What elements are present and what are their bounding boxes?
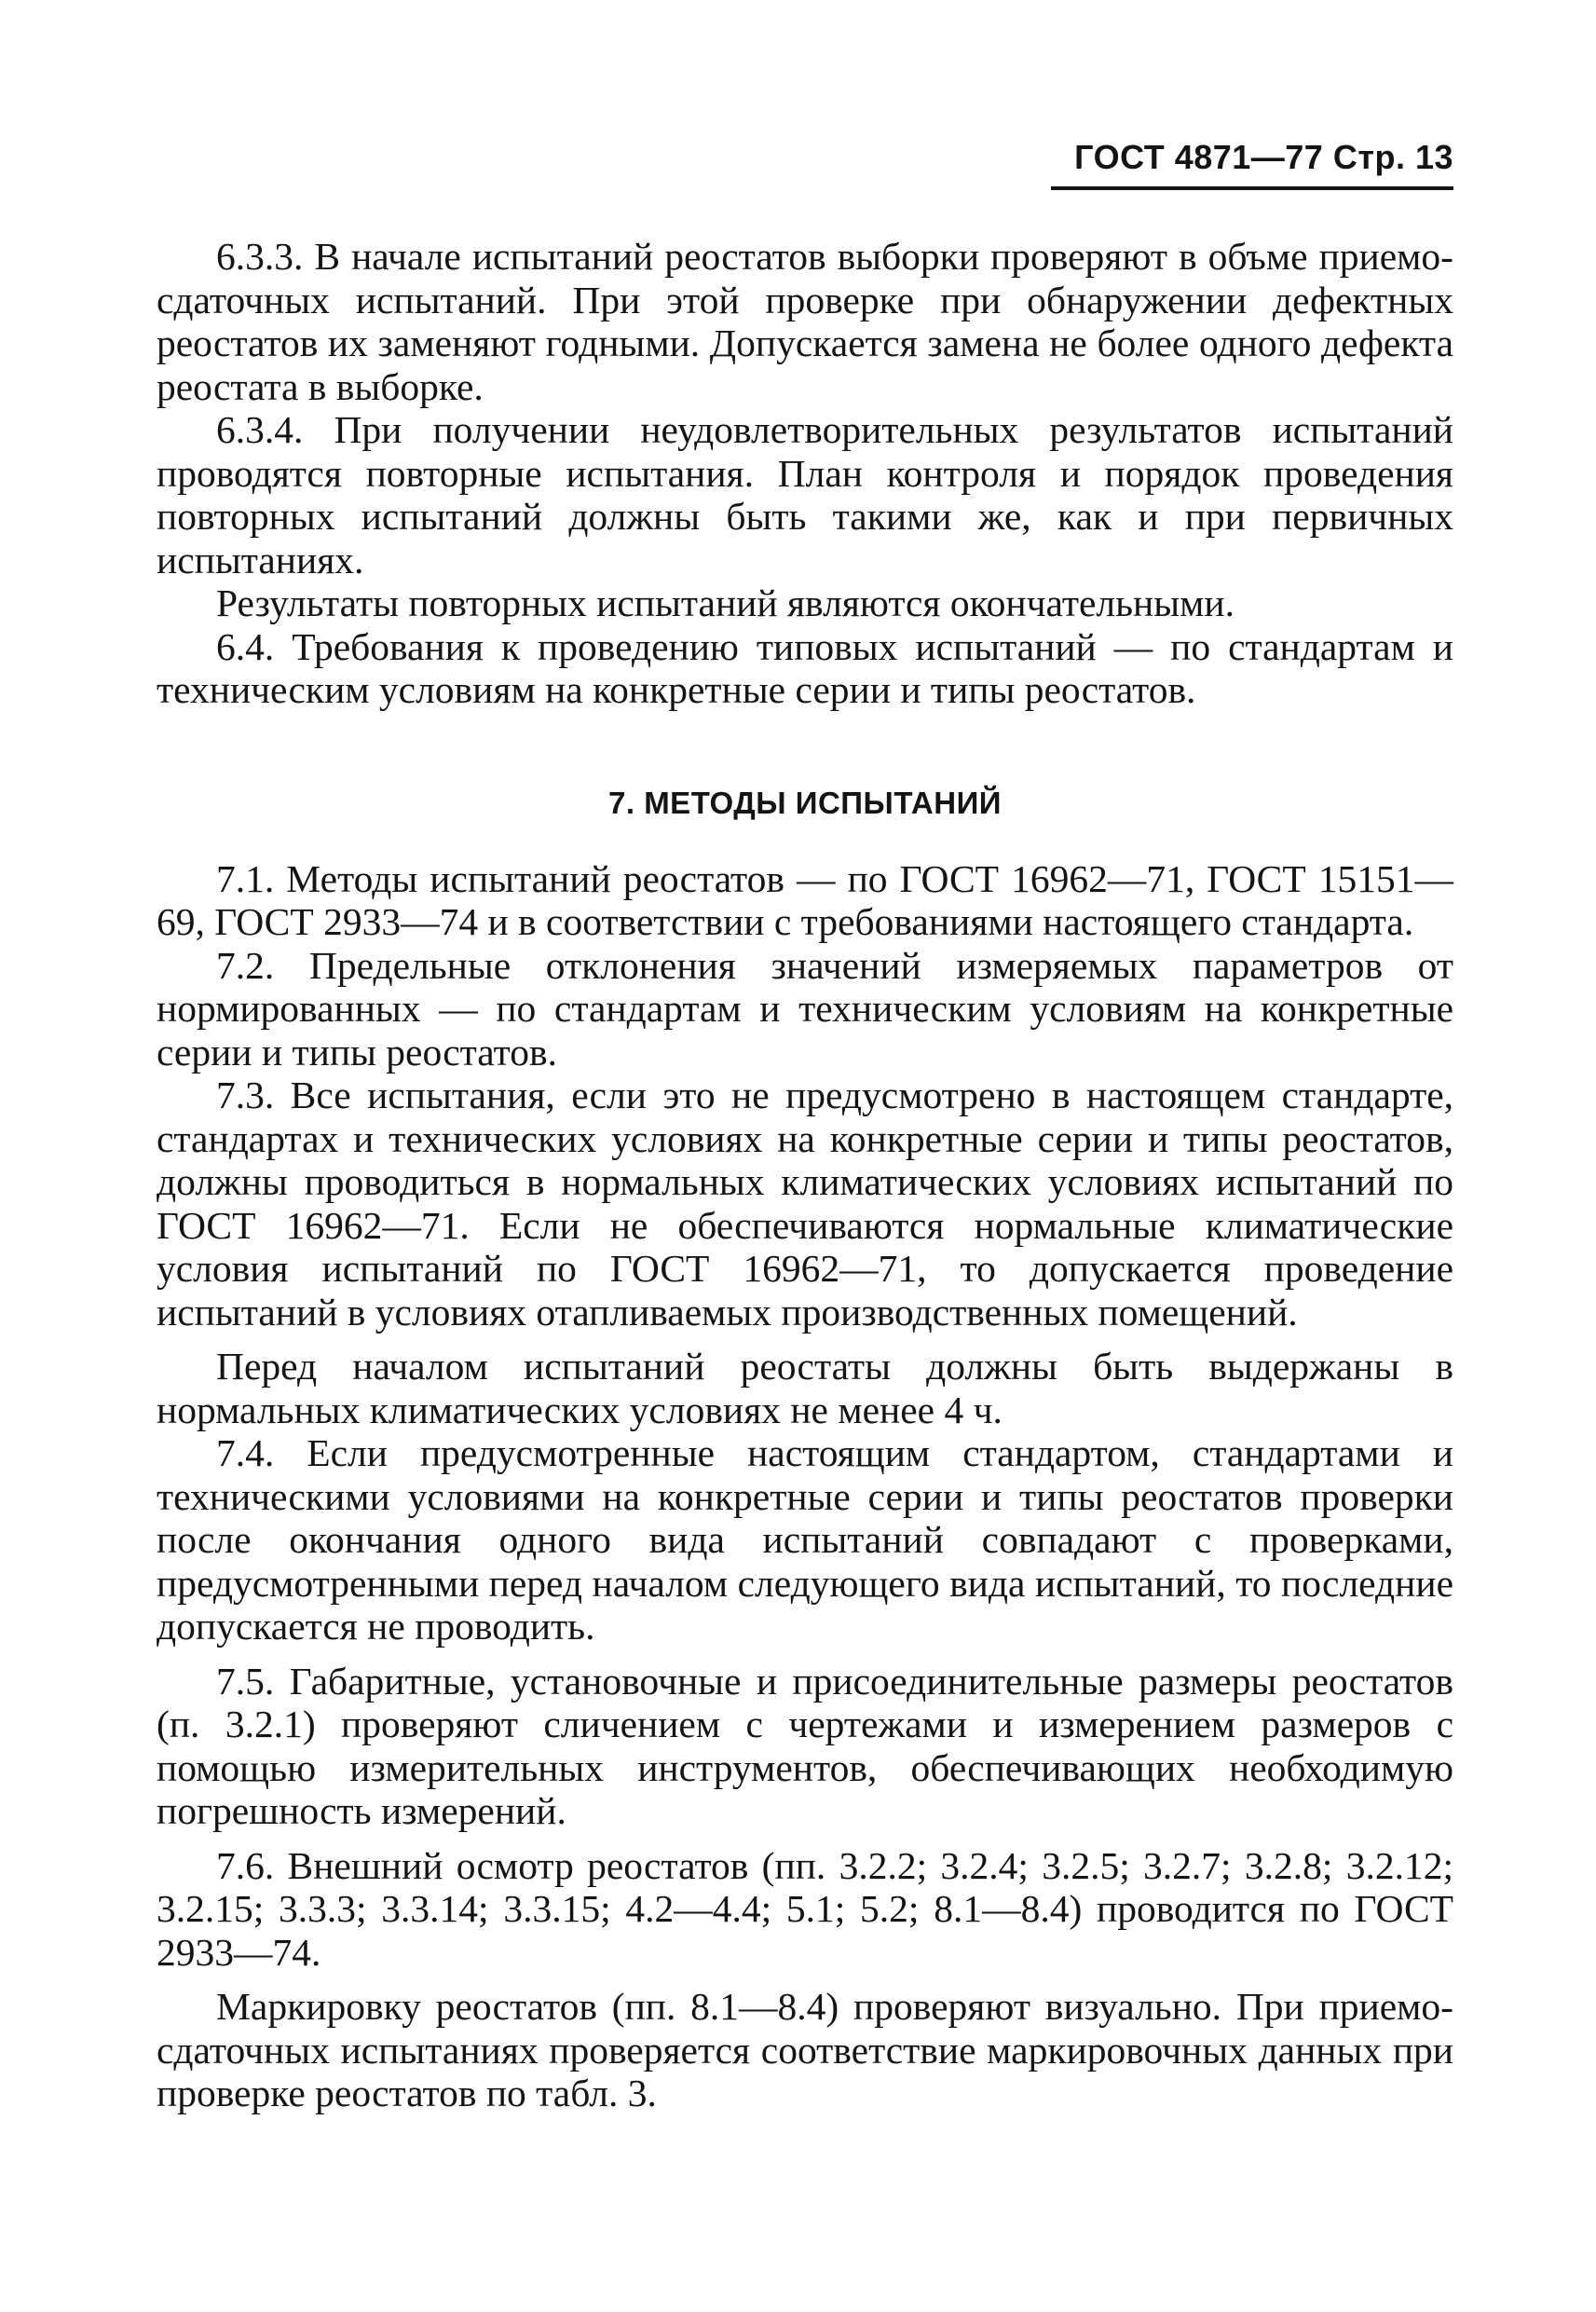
paragraph-6-3-4: 6.3.4. При получении неудовлетворительных результатов испытаний проводятся повторные испытания. План контроля и порядок проведения повторных испытаний должны быть такими же, как и при первичных испытаниях.	[157, 408, 1453, 581]
paragraph-7-5: 7.5. Габаритные, установочные и присоединительные размеры реостатов (п. 3.2.1) проверяют сличением с чертежами и измерением размеров с помощью измерительных инструментов, обеспечивающих необходимую погрешность измерений.	[157, 1659, 1453, 1832]
paragraph-conditioning: Перед началом испытаний реостаты должны быть выдержаны в нормальных климатических условиях не менее 4 ч.	[157, 1345, 1453, 1431]
section-heading: 7. МЕТОДЫ ИСПЫТАНИЙ	[608, 785, 1002, 820]
paragraph-6-4: 6.4. Требования к проведению типовых испытаний — по стандартам и техническим условиям на конкретные серии и типы реостатов.	[157, 624, 1453, 711]
paragraph-6-3-3: 6.3.3. В начале испытаний реостатов выборки проверяют в объме приемо-сдаточных испытаний. При этой проверке при обнаружении дефектных реостатов их заменяют годными. Допускается замена не более одного дефекта реостата в выборке.	[157, 235, 1453, 408]
paragraph-7-2: 7.2. Предельные отклонения значений измеряемых параметров от нормированных — по стандартам и техническим условиям на конкретные серии и типы реостатов.	[157, 943, 1453, 1074]
paragraph-7-3: 7.3. Все испытания, если это не предусмотрено в настоящем стандарте, стандартах и технических условиях на конкретные серии и типы реостатов, должны проводиться в нормальных климатических условиях испытаний по ГОСТ 16962—71. Если не обеспечиваются нормальные климатические условия испытаний по ГОСТ 16962—71, то допускается проведение испытаний в условиях отапливаемых производственных помещений.	[157, 1074, 1453, 1334]
paragraph-repeat-results: Результаты повторных испытаний являются окончательными.	[216, 581, 1235, 624]
running-header: ГОСТ 4871—77 Стр. 13	[1074, 138, 1453, 176]
paragraph-7-1: 7.1. Методы испытаний реостатов — по ГОСТ 16962—71, ГОСТ 15151—69, ГОСТ 2933—74 и в соответствии с требованиями настоящего стандарта.	[157, 856, 1453, 943]
paragraph-7-6: 7.6. Внешний осмотр реостатов (пп. 3.2.2; 3.2.4; 3.2.5; 3.2.7; 3.2.8; 3.2.12; 3.2.15; 3.3.3; 3.3.14; 3.3.15; 4.2—4.4; 5.1; 5.2; 8.1—8.4) проводится по ГОСТ 2933—74.	[157, 1843, 1453, 1974]
paragraph-marking: Маркировку реостатов (пп. 8.1—8.4) проверяют визуально. При приемо-сдаточных испытаниях проверяется соответствие маркировочных данных при проверке реостатов по табл. 3.	[157, 1985, 1453, 2114]
body-text	[157, 235, 1453, 2115]
paragraph-7-4: 7.4. Если предусмотренные настоящим стандартом, стандартами и техническими условиями на конкретные серии и типы реостатов проверки после окончания одного вида испытаний совпадают с проверками, предусмотренными перед началом следующего вида испытаний, то последние допускается не проводить.	[157, 1431, 1453, 1648]
header-rule	[1051, 186, 1453, 190]
